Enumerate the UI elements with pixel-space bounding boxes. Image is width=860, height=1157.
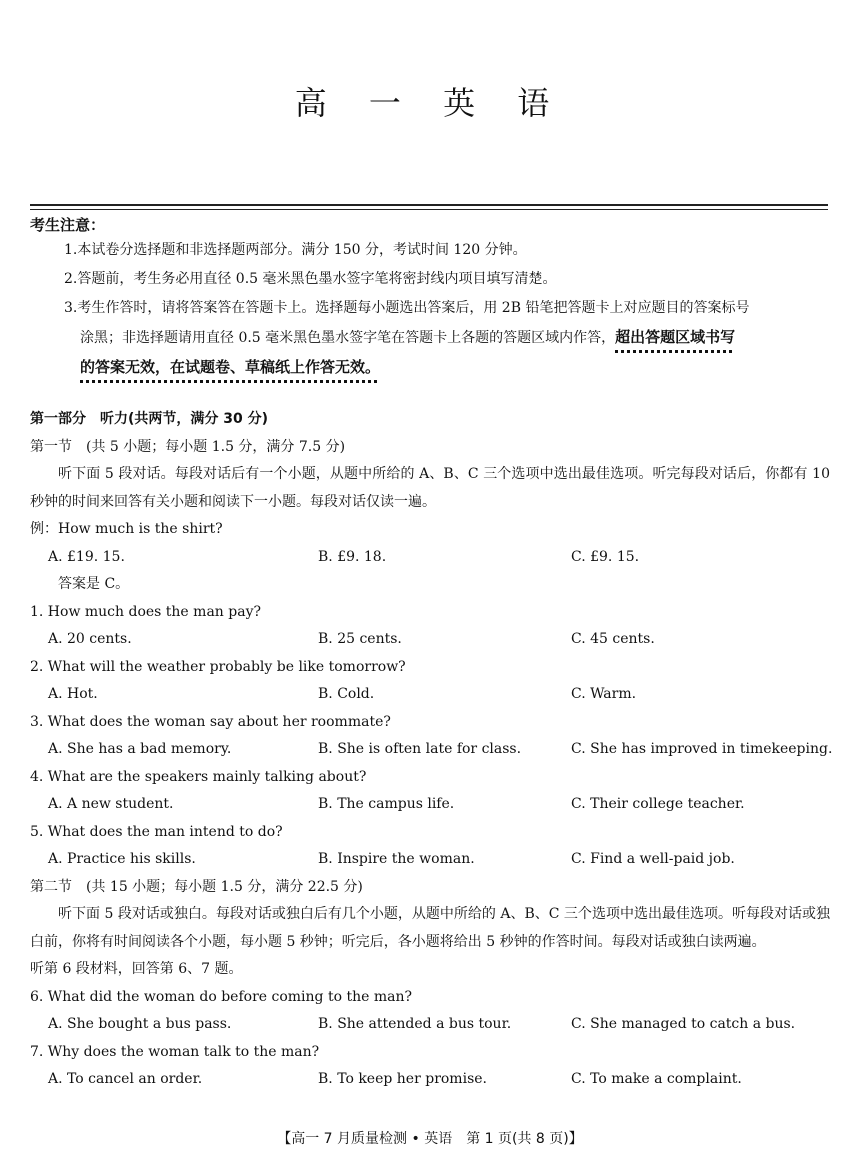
- question-options: [30, 736, 833, 764]
- option-b: B. She attended a bus tour.: [318, 1016, 512, 1032]
- example-question: 例：How much is the shirt?: [30, 521, 223, 537]
- question-options: [30, 791, 830, 819]
- notice-item-3-cont-2: [30, 353, 830, 383]
- section1-directions: 听下面 5 段对话。每段对话后有一个小题，从题中所给的 A、B、C 三个选项中选出最佳选项。听完每段对话后，你都有 10 秒钟的时间来回答有关小题和阅读下一小题。每段对话仅读一遍。: [30, 466, 830, 510]
- question-stem: 7. Why does the woman talk to the man?: [30, 1043, 320, 1060]
- option-a: A. She bought a bus pass.: [48, 1016, 232, 1032]
- option-b: B. Cold.: [318, 686, 375, 702]
- section2-directions: 听下面 5 段对话或独白。每段对话或独白后有几个小题，从题中所给的 A、B、C 三个选项中选出最佳选项。听每段对话或独白前，你将有时间阅读各个小题，每小题 5 秒钟；听完后，各小题将给出 5 秒钟的作答时间。每段对话或独白读两遍。: [30, 906, 830, 950]
- question-options: [30, 1011, 830, 1039]
- notice-item-3: 3.考生作答时，请将答案答在答题卡上。选择题每小题选出答案后，用 2B 铅笔把答题卡上对应题目的答案标号: [64, 300, 750, 316]
- question-stem: 5. What does the man intend to do?: [30, 823, 283, 840]
- option-a: A. 20 cents.: [48, 631, 132, 647]
- example-option-c: C. £9. 15.: [571, 548, 640, 565]
- question-options: [30, 681, 830, 709]
- option-c: C. Their college teacher.: [571, 796, 745, 812]
- example-option-a: A. £19. 15.: [48, 548, 125, 565]
- notice-item-1: 1.本试卷分选择题和非选择题两部分。满分 150 分，考试时间 120 分钟。: [64, 242, 527, 258]
- question-stem: 1. How much does the man pay?: [30, 603, 261, 620]
- header-rule-thin: [30, 209, 828, 210]
- option-b: B. The campus life.: [318, 796, 455, 812]
- notice-emphasis-2: 的答案无效，在试题卷、草稿纸上作答无效。: [80, 358, 381, 376]
- listening-part: [30, 406, 833, 1094]
- part1-title: 第一部分 听力(共两节，满分 30 分): [30, 411, 269, 427]
- question-options: [30, 1066, 830, 1094]
- section1-title: 第一节 (共 5 小题；每小题 1.5 分，满分 7.5 分): [30, 438, 346, 455]
- notice-item-2: 2.答题前，考生务必用直径 0.5 毫米黑色墨水签字笔将密封线内项目填写清楚。: [64, 271, 557, 287]
- notice-heading: 考生注意：: [30, 216, 106, 234]
- option-c: C. 45 cents.: [571, 631, 655, 647]
- option-a: A. To cancel an order.: [48, 1071, 203, 1087]
- example-options: [30, 544, 830, 572]
- page-title: 高 一 英 语: [294, 84, 566, 122]
- option-c: C. Find a well-paid job.: [571, 851, 735, 867]
- option-a: A. Hot.: [48, 686, 98, 702]
- example-answer: 答案是 C。: [58, 576, 130, 592]
- option-c: C. Warm.: [571, 686, 637, 702]
- option-c: C. She managed to catch a bus.: [571, 1016, 796, 1032]
- question-stem: 3. What does the woman say about her roommate?: [30, 713, 391, 730]
- option-a: A. She has a bad memory.: [48, 741, 232, 757]
- question-stem: 6. What did the woman do before coming to the man?: [30, 988, 412, 1005]
- option-c: C. To make a complaint.: [571, 1071, 742, 1087]
- notice-item-3-text: 涂黑；非选择题请用直径 0.5 毫米黑色墨水签字笔在答题卡上各题的答题区域内作答，: [80, 330, 616, 346]
- header-rule: [30, 204, 828, 206]
- option-b: B. 25 cents.: [318, 631, 402, 647]
- notice-block: [30, 214, 830, 383]
- material-instruction: 听第 6 段材料，回答第 6、7 题。: [30, 961, 243, 977]
- option-b: B. She is often late for class.: [318, 741, 522, 757]
- question-options: [30, 626, 830, 654]
- question-options: [30, 846, 830, 874]
- option-b: B. To keep her promise.: [318, 1071, 487, 1087]
- example-option-b: B. £9. 18.: [318, 548, 387, 565]
- option-a: A. A new student.: [48, 796, 174, 812]
- option-b: B. Inspire the woman.: [318, 851, 475, 867]
- section2-title: 第二节 (共 15 小题；每小题 1.5 分，满分 22.5 分): [30, 878, 363, 895]
- question-stem: 2. What will the weather probably be like tomorrow?: [30, 658, 406, 675]
- option-c: C. She has improved in timekeeping.: [571, 741, 833, 757]
- notice-item-3-cont: [30, 323, 830, 353]
- question-stem: 4. What are the speakers mainly talking about?: [30, 768, 367, 785]
- page-footer: 【高一 7 月质量检测 • 英语 第 1 页(共 8 页)】: [277, 1131, 583, 1147]
- option-a: A. Practice his skills.: [48, 851, 196, 867]
- notice-emphasis-1: 超出答题区域书写: [615, 328, 736, 346]
